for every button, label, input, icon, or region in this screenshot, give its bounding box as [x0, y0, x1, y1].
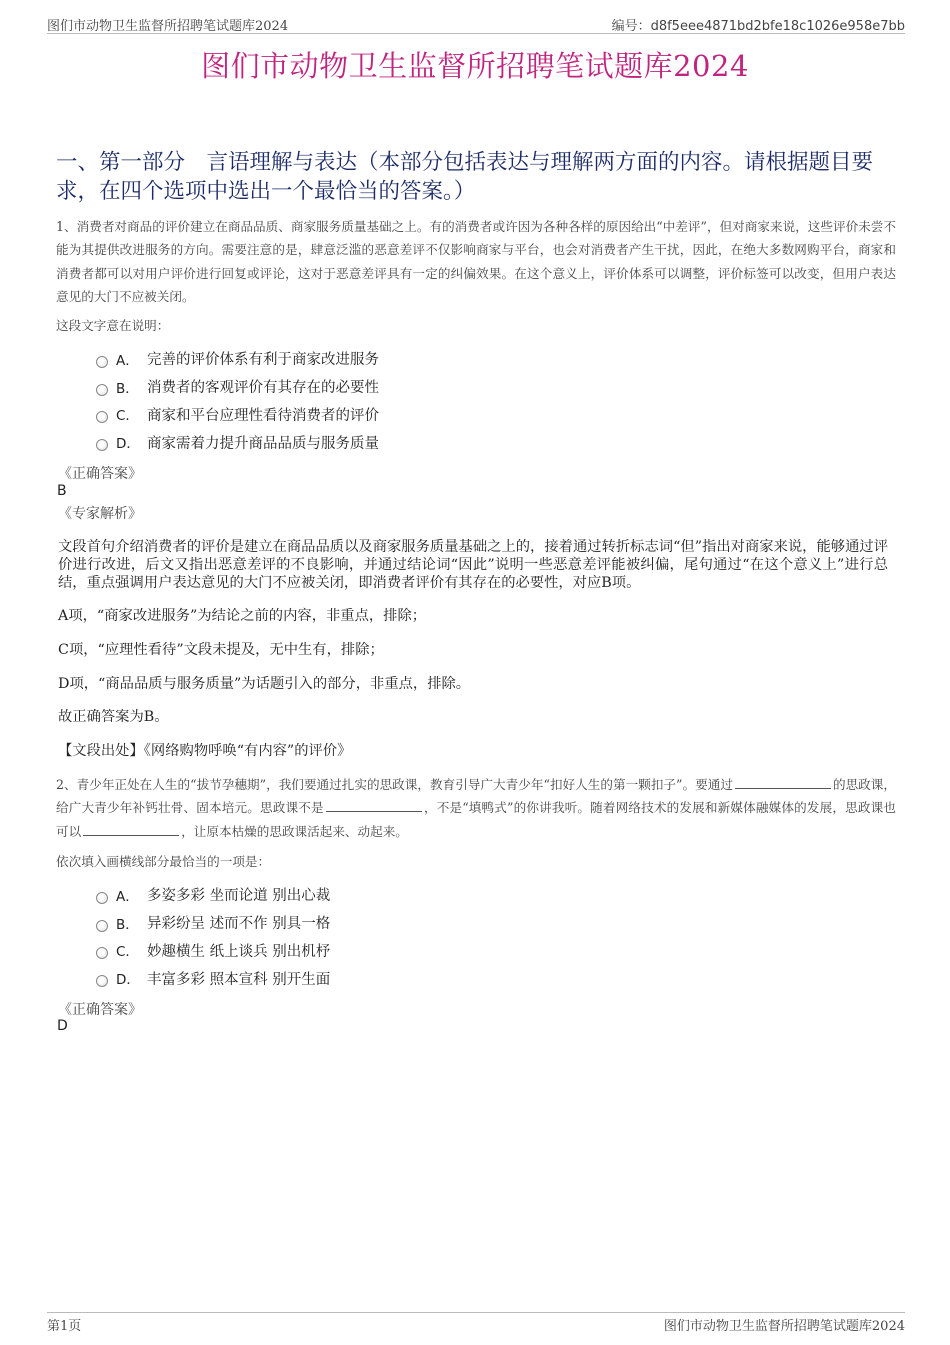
option-text: 异彩纷呈 述而不作 别具一格: [147, 916, 331, 933]
option-text: 商家和平台应理性看待消费者的评价: [147, 407, 379, 424]
question-2-options: [96, 881, 330, 992]
question-2-option-b[interactable]: [96, 909, 330, 937]
question-2-text-part: ，让原本枯燥的思政课活起来、动起来。: [181, 823, 408, 839]
option-text: 多姿多彩 坐而论道 别出心裁: [147, 888, 331, 905]
question-2-answer-label: 《正确答案》: [58, 1002, 142, 1018]
question-1-option-c[interactable]: [96, 401, 379, 429]
question-1-option-a[interactable]: [96, 345, 379, 373]
option-text: 消费者的客观评价有其存在的必要性: [147, 380, 379, 397]
question-1-prompt: 这段文字意在说明：: [56, 318, 170, 333]
question-1-option-b[interactable]: [96, 373, 379, 401]
analysis-paragraph: C项，“应理性看待”文段未提及，无中生有，排除；: [58, 642, 384, 658]
analysis-paragraph: D项，“商品品质与服务质量”为话题引入的部分，非重点，排除。: [58, 676, 471, 692]
header-code: [612, 15, 905, 34]
header-code-label: 编号：: [611, 19, 651, 34]
option-text: 丰富多彩 照本宣科 别开生面: [147, 971, 331, 988]
radio-icon[interactable]: [96, 439, 108, 451]
page-number: 第1页: [47, 1319, 82, 1334]
fill-blank-2: [326, 799, 422, 812]
question-1-answer: B: [57, 483, 67, 499]
question-1-analysis-label: 《专家解析》: [58, 506, 142, 522]
question-1-answer-label: 《正确答案》: [58, 466, 142, 482]
question-1-options: [96, 345, 379, 456]
analysis-paragraph: A项，“商家改进服务”为结论之前的内容，非重点，排除；: [58, 608, 427, 624]
radio-icon[interactable]: [96, 384, 108, 396]
analysis-paragraph: 故正确答案为B。: [58, 709, 169, 725]
option-text: 完善的评价体系有利于商家改进服务: [147, 352, 379, 369]
page-footer: [47, 1312, 905, 1333]
question-2-option-d[interactable]: [96, 964, 330, 992]
document-title: 图们市动物卫生监督所招聘笔试题库2024: [201, 49, 749, 83]
question-2-answer: D: [57, 1018, 68, 1034]
question-2-option-a[interactable]: [96, 881, 330, 909]
source-citation: 【文段出处】《网络购物呼唤“有内容”的评价》: [58, 743, 352, 759]
option-text: 妙趣横生 纸上谈兵 别出机杼: [147, 943, 331, 960]
question-2-text-part: 的思政课，给广大青少年补钙壮骨、固本培元。思政课不是: [56, 777, 896, 816]
option-letter: C．: [116, 408, 139, 425]
fill-blank-1: [735, 776, 831, 789]
header-code-value: d8f5eee4871bd2bfe18c1026e958e7bb: [650, 19, 905, 34]
radio-icon[interactable]: [96, 892, 108, 904]
question-2-prompt: 依次填入画横线部分最恰当的一项是：: [56, 854, 271, 869]
footer-doc-name: 图们市动物卫生监督所招聘笔试题库2024: [663, 1319, 905, 1334]
question-2-option-c[interactable]: [96, 937, 330, 965]
option-letter: B．: [116, 916, 139, 933]
option-letter: A．: [116, 888, 139, 905]
section-title: 一、第一部分 言语理解与表达（本部分包括表达与理解两方面的内容。请根据题目要求，在四个选项中选出一个最恰当的答案。）: [56, 150, 874, 204]
header-doc-name: 图们市动物卫生监督所招聘笔试题库2024: [47, 19, 289, 34]
option-text: 商家需着力提升商品品质与服务质量: [147, 435, 379, 452]
option-letter: A．: [116, 352, 139, 369]
radio-icon[interactable]: [96, 411, 108, 423]
radio-icon[interactable]: [96, 356, 108, 368]
question-1-text: 1、消费者对商品的评价建立在商品品质、商家服务质量基础之上。有的消费者或许因为各种各样的原因给出“中差评”，但对商家来说，这些评价未尝不能为其提供改进服务的方向。需要注意的是，肆意泛滥的恶意差评不仅影响商家与平台，也会对消费者产生干扰，因此，在绝大多数网购平台，商家和消费者都可以对用户评价进行回复或评论，这对于恶意差评具有一定的纠偏效果。在这个意义上，评价体系可以调整，评价标签可以改变，但用户表达意见的大门不应被关闭。: [56, 219, 896, 304]
option-letter: D．: [116, 972, 140, 989]
radio-icon[interactable]: [96, 975, 108, 987]
analysis-paragraph: 文段首句介绍消费者的评价是建立在商品品质以及商家服务质量基础之上的，接着通过转折标志词“但”指出对商家来说，能够通过评价进行改进，后文又指出恶意差评的不良影响，并通过结论词“因此”说明一些恶意差评能被纠偏，尾句通过“在这个意义上”进行总结，重点强调用户表达意见的大门不应被关闭，即消费者评价有其存在的必要性，对应B项。: [58, 539, 888, 591]
question-2-text-part: ，不是“填鸭式”的你讲我听。随着网络技术的发展和新媒体融媒体的发展，思政课也可以: [56, 800, 897, 839]
question-2-text: [56, 773, 896, 843]
option-letter: D．: [116, 436, 140, 453]
option-letter: B．: [116, 380, 139, 397]
fill-blank-3: [83, 823, 179, 836]
radio-icon[interactable]: [96, 947, 108, 959]
page-header: [47, 14, 905, 34]
radio-icon[interactable]: [96, 920, 108, 932]
question-1-option-d[interactable]: [96, 428, 379, 456]
option-letter: C．: [116, 944, 139, 961]
question-2-text-part: 2、青少年正处在人生的“拔节孕穗期”，我们要通过扎实的思政课，教育引导广大青少年“扣好人生的第一颗扣子”。要通过: [56, 777, 733, 792]
